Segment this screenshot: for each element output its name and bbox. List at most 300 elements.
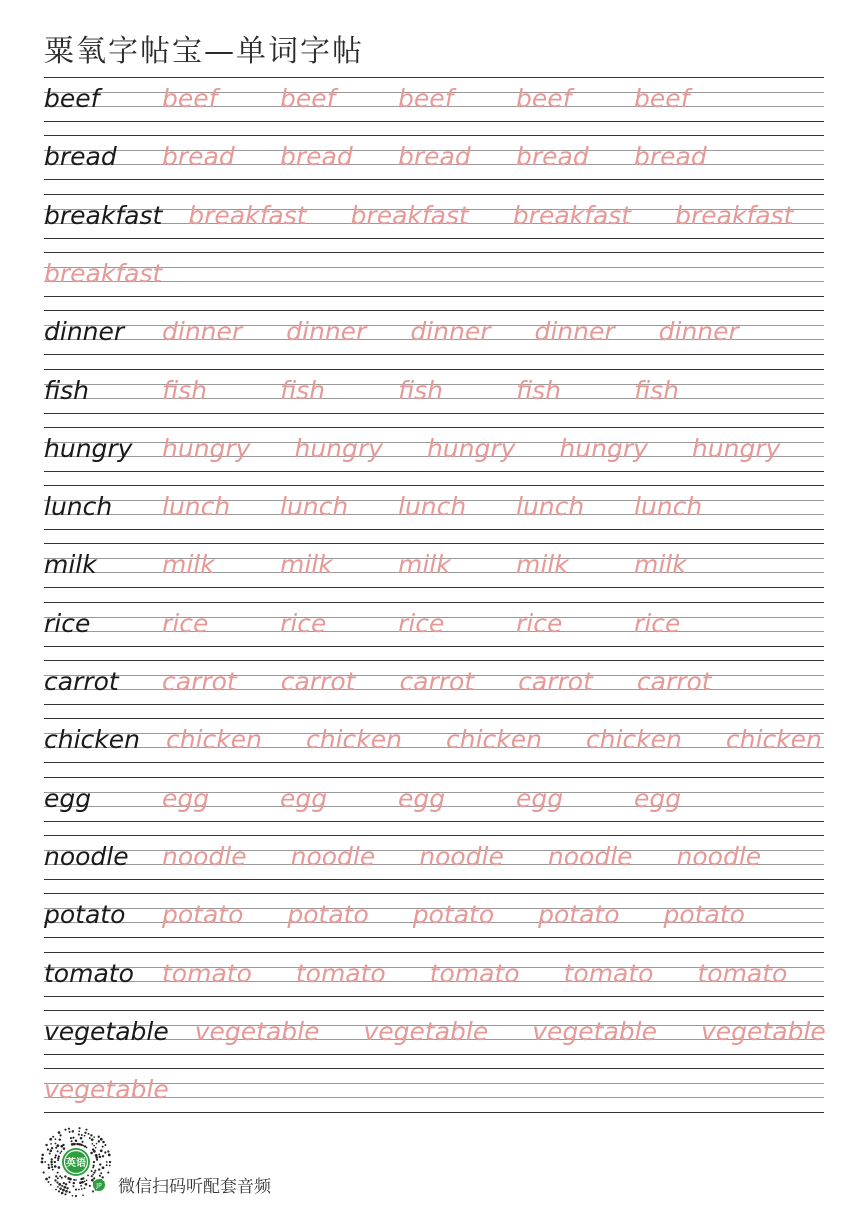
trace-word: tomato (295, 958, 386, 988)
qr-dot (48, 1181, 50, 1183)
guide-line (44, 821, 824, 822)
model-word: milk (44, 550, 97, 580)
model-word: chicken (44, 725, 140, 755)
trace-word: lunch (280, 492, 349, 522)
qr-dot (82, 1141, 84, 1143)
qr-dot (75, 1143, 77, 1145)
trace-word: chicken (585, 725, 682, 755)
qr-dot (93, 1145, 95, 1147)
qr-dot (57, 1159, 59, 1161)
model-word: lunch (44, 492, 113, 522)
qr-dot (55, 1175, 57, 1177)
model-word: potato (44, 900, 126, 930)
guide-line (44, 310, 824, 311)
qr-dot (61, 1151, 63, 1153)
qr-dot (59, 1175, 61, 1177)
qr-dot (109, 1165, 111, 1167)
model-word: hungry (44, 433, 133, 463)
guide-line (44, 413, 824, 414)
qr-dot (78, 1133, 80, 1135)
qr-dot (86, 1147, 88, 1149)
trace-word: hungry (426, 433, 516, 463)
trace-word: lunch (398, 492, 467, 522)
qr-dot (95, 1156, 98, 1159)
trace-word: bread (634, 142, 707, 172)
writing-row (44, 718, 824, 776)
guide-line (44, 587, 824, 588)
trace-word: noodle (162, 841, 247, 871)
qr-dot (94, 1170, 96, 1172)
qr-dot (82, 1194, 84, 1196)
guide-line (44, 704, 824, 705)
guide-line (44, 835, 824, 836)
trace-word: milk (634, 550, 687, 580)
qr-dot (59, 1138, 61, 1140)
qr-dot (86, 1129, 88, 1131)
trace-word: potato (663, 900, 745, 930)
qr-dot (58, 1155, 60, 1157)
qr-dot (55, 1147, 57, 1149)
guide-line (44, 179, 824, 180)
qr-dot (50, 1149, 53, 1152)
qr-dot (57, 1157, 59, 1159)
guide-line (44, 952, 824, 953)
trace-word: milk (162, 550, 215, 580)
trace-word: dinner (658, 317, 739, 347)
qr-dot (64, 1129, 66, 1131)
trace-word: dinner (286, 317, 367, 347)
qr-dot (89, 1185, 91, 1187)
model-word: fish (44, 375, 90, 405)
qr-code-icon[interactable] (40, 1126, 112, 1198)
trace-word: breakfast (188, 200, 307, 230)
guide-line (44, 543, 824, 544)
qr-dot (59, 1187, 62, 1190)
trace-word: chicken (165, 725, 262, 755)
qr-dot (54, 1179, 56, 1181)
qr-dot (51, 1158, 53, 1160)
writing-row (44, 485, 824, 543)
qr-dot (72, 1185, 74, 1187)
writing-row (44, 835, 824, 893)
qr-dot (109, 1161, 111, 1163)
model-word: carrot (44, 667, 119, 696)
trace-word: carrot (162, 667, 237, 696)
qr-dot (59, 1134, 61, 1136)
trace-word: rice (162, 608, 209, 638)
qr-dot (80, 1144, 82, 1146)
trace-word: vegetable (363, 1016, 489, 1046)
qr-dot (73, 1179, 75, 1181)
trace-word: noodle (547, 841, 633, 871)
qr-dot (55, 1143, 57, 1145)
qr-dot (92, 1143, 94, 1145)
qr-dot (104, 1151, 106, 1153)
qr-dot (102, 1146, 104, 1148)
qr-dot (56, 1144, 59, 1147)
writing-row (44, 952, 824, 1010)
guide-line (44, 733, 824, 734)
qr-dot (89, 1137, 91, 1139)
trace-word: breakfast (44, 258, 163, 288)
guide-line (44, 937, 824, 938)
qr-dot (58, 1190, 60, 1192)
model-word: dinner (44, 317, 125, 347)
qr-dot (85, 1183, 88, 1186)
qr-dot (90, 1152, 93, 1155)
page-title: 粟氧字帖宝—单词字帖 (44, 34, 364, 69)
qr-dot (51, 1166, 53, 1168)
trace-word: lunch (634, 492, 703, 522)
trace-word: rice (516, 608, 563, 638)
qr-dot (81, 1188, 83, 1190)
qr-dot (63, 1182, 65, 1184)
trace-word: breakfast (512, 200, 632, 230)
writing-row (44, 1068, 824, 1126)
qr-dot (43, 1171, 45, 1173)
guide-line (44, 893, 824, 894)
guide-line (44, 194, 824, 195)
guide-line (44, 135, 824, 136)
trace-word: rice (634, 608, 681, 638)
qr-dot (73, 1182, 75, 1184)
guide-line (44, 646, 824, 647)
qr-dot (68, 1181, 70, 1183)
trace-word: tomato (563, 958, 654, 988)
qr-dot (107, 1171, 109, 1173)
qr-dot (106, 1161, 108, 1163)
qr-dot (65, 1190, 68, 1193)
trace-word: beef (398, 84, 454, 113)
qr-dot (54, 1165, 57, 1168)
trace-word: egg (398, 783, 446, 813)
trace-word: egg (162, 783, 210, 813)
guide-line (44, 777, 824, 778)
trace-word: noodle (290, 841, 376, 871)
qr-dot (92, 1167, 94, 1169)
qr-dot (101, 1176, 103, 1178)
qr-dot (72, 1130, 74, 1132)
qr-dot (49, 1138, 52, 1141)
guide-line (44, 121, 824, 122)
qr-dot (66, 1187, 68, 1189)
qr-dot (57, 1186, 59, 1188)
trace-word: milk (516, 550, 569, 580)
trace-word: vegetable (532, 1016, 657, 1046)
qr-dot (95, 1147, 97, 1149)
trace-word: chicken (445, 725, 542, 755)
qr-dot (60, 1152, 62, 1154)
qr-dot (106, 1164, 108, 1166)
trace-word: chicken (725, 725, 822, 755)
qr-dot (45, 1144, 47, 1146)
qr-dot (79, 1181, 82, 1184)
trace-word: milk (280, 550, 333, 580)
qr-dot (78, 1127, 80, 1129)
trace-word: beef (162, 84, 218, 113)
qr-dot (67, 1177, 70, 1180)
trace-word: potato (287, 900, 369, 930)
qr-dot (55, 1138, 57, 1140)
model-word: vegetable (44, 1016, 169, 1046)
qr-dot (93, 1177, 95, 1179)
qr-dot (100, 1138, 103, 1141)
qr-dot (47, 1148, 49, 1150)
writing-row (44, 369, 824, 427)
qr-dot (45, 1178, 48, 1181)
qr-dot (54, 1161, 56, 1163)
qr-dot (91, 1170, 93, 1172)
qr-dot (63, 1186, 66, 1189)
trace-word: beef (634, 84, 690, 113)
trace-word: tomato (162, 958, 252, 988)
qr-dot (100, 1149, 103, 1152)
writing-row (44, 660, 824, 718)
qr-dot (99, 1175, 101, 1177)
trace-word: egg (634, 783, 682, 813)
qr-dot (80, 1185, 82, 1187)
qr-dot (84, 1187, 86, 1189)
trace-word: lunch (516, 492, 585, 522)
qr-dot (75, 1140, 78, 1143)
qr-dot (61, 1177, 63, 1179)
qr-dot (104, 1144, 106, 1146)
writing-row (44, 427, 824, 485)
qr-dot (58, 1166, 61, 1169)
trace-word: hungry (162, 433, 251, 463)
guide-line (44, 529, 824, 530)
qr-dot (98, 1136, 100, 1138)
writing-row (44, 543, 824, 601)
guide-line (44, 718, 824, 719)
qr-dot (107, 1150, 109, 1152)
trace-word: potato (412, 900, 495, 930)
writing-row (44, 893, 824, 951)
trace-word: bread (280, 142, 353, 172)
model-word: bread (44, 142, 117, 172)
trace-word: fish (280, 375, 326, 405)
qr-dot (91, 1138, 94, 1141)
trace-word: vegetable (700, 1016, 826, 1046)
writing-row (44, 1010, 824, 1068)
trace-word: potato (538, 900, 620, 930)
qr-dot (81, 1134, 83, 1136)
trace-word: breakfast (350, 200, 469, 230)
trace-word: rice (398, 608, 445, 638)
trace-word: beef (280, 84, 336, 113)
guide-line (44, 427, 824, 428)
trace-word: fish (516, 375, 562, 405)
qr-dot (56, 1181, 58, 1183)
guide-line (44, 996, 824, 997)
guide-line (44, 369, 824, 370)
qr-dot (50, 1143, 52, 1145)
qr-dot (55, 1189, 57, 1191)
qr-dot (92, 1190, 94, 1192)
qr-dot (93, 1136, 95, 1138)
qr-dot (71, 1140, 73, 1142)
qr-badge-text: 英语 (66, 1158, 86, 1169)
guide-line (44, 252, 824, 253)
qr-dot (80, 1137, 83, 1140)
qr-dot (102, 1155, 104, 1157)
trace-word: milk (398, 550, 451, 580)
qr-dot (44, 1161, 46, 1163)
writing-row (44, 194, 824, 252)
guide-line (44, 354, 824, 355)
guide-line (44, 1010, 824, 1011)
qr-dot (64, 1193, 66, 1195)
qr-dot (52, 1136, 54, 1138)
trace-word: fish (398, 375, 444, 405)
qr-dot (78, 1189, 80, 1191)
trace-word: fish (634, 375, 680, 405)
trace-word: egg (280, 783, 328, 813)
guide-line (44, 485, 824, 486)
qr-dot (65, 1183, 67, 1185)
qr-dot (50, 1184, 52, 1186)
qr-dot (58, 1183, 61, 1186)
trace-word: carrot (518, 667, 593, 696)
trace-word: rice (280, 608, 327, 638)
trace-word: tomato (429, 958, 520, 988)
trace-word: tomato (697, 958, 788, 988)
qr-dot (75, 1179, 77, 1181)
trace-word: carrot (636, 667, 712, 696)
guide-line (44, 1068, 824, 1069)
qr-dot (51, 1163, 53, 1165)
qr-dot (69, 1191, 71, 1193)
writing-row (44, 252, 824, 310)
trace-word: breakfast (675, 200, 794, 230)
qr-dot (72, 1195, 74, 1197)
model-word: rice (44, 608, 91, 638)
trace-word: vegetable (194, 1016, 320, 1046)
qr-dot (87, 1175, 89, 1177)
qr-dot (54, 1157, 56, 1159)
qr-dot (98, 1154, 100, 1156)
trace-word: vegetable (44, 1075, 169, 1105)
trace-word: egg (516, 783, 564, 813)
trace-word: potato (162, 900, 244, 930)
trace-word: noodle (419, 841, 504, 871)
trace-word: hungry (294, 433, 383, 463)
qr-dot (96, 1159, 98, 1161)
qr-dot (93, 1165, 95, 1167)
qr-dot (50, 1161, 52, 1163)
trace-word: bread (162, 142, 235, 172)
qr-dot (84, 1132, 86, 1134)
qr-dot (84, 1135, 86, 1137)
qr-dot (98, 1140, 100, 1142)
qr-dot (63, 1147, 66, 1150)
qr-dot (78, 1131, 80, 1133)
qr-dot (62, 1189, 65, 1192)
qr-dot (93, 1172, 95, 1174)
trace-word: carrot (399, 667, 475, 696)
trace-word: bread (516, 142, 589, 172)
qr-dot (48, 1164, 50, 1166)
qr-dot (84, 1180, 86, 1182)
qr-dot (96, 1143, 98, 1145)
qr-dot (58, 1131, 61, 1134)
writing-row (44, 135, 824, 193)
trace-word: beef (516, 84, 572, 113)
qr-dot (100, 1172, 102, 1174)
qr-dot (93, 1150, 96, 1153)
qr-dot (48, 1166, 51, 1169)
writing-row (44, 310, 824, 368)
qr-dot (69, 1131, 71, 1133)
writing-row (44, 777, 824, 835)
qr-dot (93, 1161, 95, 1163)
writing-row (44, 602, 824, 660)
qr-dot (98, 1168, 100, 1170)
qr-corner-mark: JP (96, 1182, 102, 1190)
qr-dot (73, 1143, 76, 1146)
trace-word: dinner (162, 317, 243, 347)
model-word: tomato (44, 958, 134, 988)
guide-line (44, 602, 824, 603)
model-word: beef (44, 84, 100, 113)
guide-line (44, 1054, 824, 1055)
qr-dot (57, 1177, 59, 1179)
qr-dot (102, 1166, 105, 1169)
qr-dot (51, 1147, 53, 1149)
qr-dot (52, 1169, 54, 1171)
qr-dot (91, 1175, 93, 1177)
qr-dot (108, 1154, 111, 1157)
qr-dot (80, 1178, 82, 1180)
qr-dot (48, 1176, 50, 1178)
qr-dot (41, 1161, 44, 1164)
qr-dot (61, 1192, 64, 1195)
qr-dot (57, 1172, 59, 1174)
trace-word: fish (162, 375, 208, 405)
trace-word: dinner (410, 317, 491, 347)
model-word: egg (44, 783, 92, 813)
qr-dot (75, 1189, 77, 1191)
qr-dot (49, 1152, 51, 1154)
guide-line (44, 660, 824, 661)
guide-line (44, 1112, 824, 1113)
qr-dot (62, 1144, 64, 1146)
model-word: breakfast (44, 200, 163, 230)
writing-row (44, 77, 824, 135)
qr-dot (90, 1134, 92, 1136)
qr-dot (86, 1180, 88, 1182)
qr-dot (92, 1174, 94, 1176)
qr-dot (91, 1179, 94, 1182)
qr-dot (99, 1163, 101, 1165)
guide-line (44, 238, 824, 239)
trace-word: hungry (559, 433, 648, 463)
trace-word: hungry (691, 433, 781, 463)
qr-dot (88, 1133, 90, 1135)
qr-dot (41, 1157, 44, 1160)
qr-dot (72, 1137, 74, 1139)
qr-dot (99, 1156, 102, 1159)
guide-line (44, 747, 824, 748)
trace-word: noodle (676, 841, 762, 871)
trace-word: dinner (534, 317, 615, 347)
trace-word: bread (398, 142, 471, 172)
model-word: noodle (44, 841, 129, 871)
guide-line (44, 762, 824, 763)
guide-line (44, 296, 824, 297)
trace-word: carrot (280, 667, 356, 696)
qr-dot (102, 1141, 105, 1144)
